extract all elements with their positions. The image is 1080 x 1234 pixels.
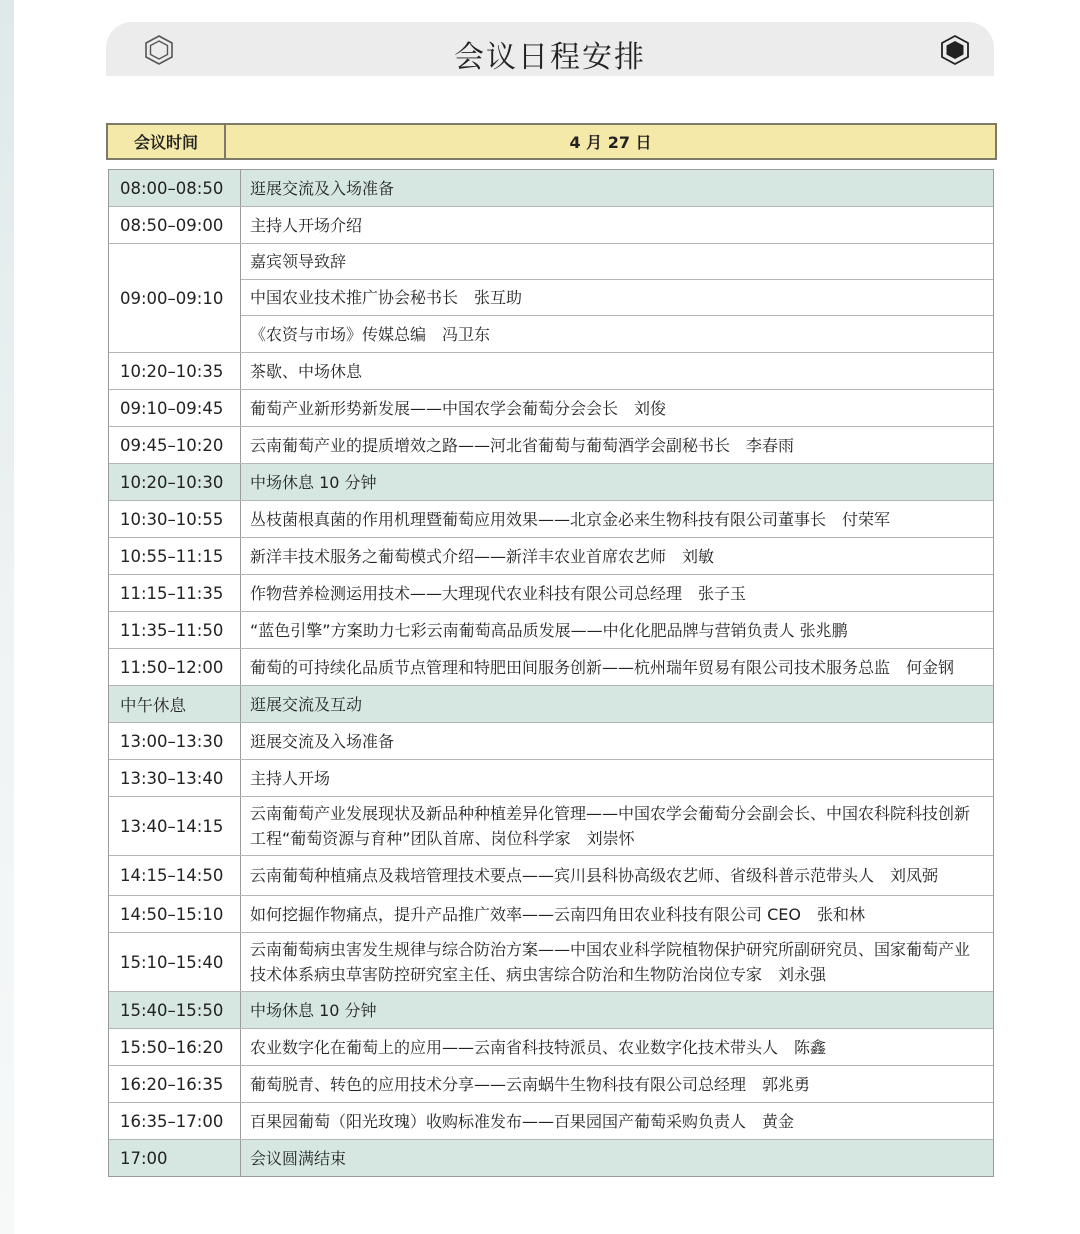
page-title: 会议日程安排 [454, 40, 646, 75]
schedule-time: 15:40–15:50 [109, 992, 241, 1028]
schedule-items [241, 244, 993, 352]
schedule-row [109, 207, 993, 244]
background-strip [0, 0, 14, 1234]
schedule-items [241, 856, 993, 895]
schedule-item: 主持人开场介绍 [250, 215, 363, 235]
schedule-row [109, 575, 993, 612]
schedule-items [241, 933, 993, 991]
schedule-time: 13:40–14:15 [109, 797, 241, 855]
schedule-time: 10:30–10:55 [109, 501, 241, 537]
schedule-time: 08:00–08:50 [109, 170, 241, 206]
schedule-row [109, 1066, 993, 1103]
schedule-items [241, 575, 993, 611]
schedule-time: 14:50–15:10 [109, 896, 241, 932]
schedule-item: 如何挖掘作物痛点，提升产品推广效率——云南四角田农业科技有限公司 CEO 张和林 [250, 904, 865, 924]
schedule-item: 逛展交流及互动 [250, 694, 363, 714]
schedule-item: 逛展交流及入场准备 [250, 731, 395, 751]
schedule-row [109, 723, 993, 760]
schedule-items [241, 207, 993, 243]
schedule-table [108, 169, 994, 1177]
schedule-row [109, 896, 993, 933]
header-time-label: 会议时间 [108, 125, 226, 158]
schedule-item: 百果园葡萄（阳光玫瑰）收购标准发布——百果园国产葡萄采购负责人 黄金 [250, 1111, 795, 1131]
schedule-item: 中场休息 10 分钟 [250, 472, 377, 492]
schedule-row [109, 797, 993, 856]
hexagon-filled-icon [940, 34, 970, 66]
schedule-items [241, 353, 993, 389]
schedule-item: 云南葡萄病虫害发生规律与综合防治方案——中国农业科学院植物保护研究所副研究员、国家葡萄产业技术体系病虫草害防控研究室主任、病虫害综合防治和生物防治岗位专家 刘永强 [250, 940, 971, 984]
schedule-time: 15:50–16:20 [109, 1029, 241, 1065]
schedule-item: 《农资与市场》传媒总编 冯卫东 [250, 324, 491, 344]
schedule-time: 08:50–09:00 [109, 207, 241, 243]
schedule-row [109, 427, 993, 464]
schedule-item: 作物营养检测运用技术——大理现代农业科技有限公司总经理 张子玉 [250, 583, 747, 603]
schedule-time: 15:10–15:40 [109, 933, 241, 991]
schedule-row [109, 1140, 993, 1176]
schedule-time: 13:30–13:40 [109, 760, 241, 796]
schedule-row [109, 353, 993, 390]
schedule-time: 13:00–13:30 [109, 723, 241, 759]
table-header [106, 123, 997, 160]
schedule-row [109, 1029, 993, 1066]
schedule-row [109, 856, 993, 896]
schedule-item: 葡萄的可持续化品质节点管理和特肥田间服务创新——杭州瑞年贸易有限公司技术服务总监 何金钢 [250, 657, 955, 677]
schedule-row [109, 464, 993, 501]
schedule-row [109, 686, 993, 723]
schedule-row [109, 501, 993, 538]
schedule-time: 11:15–11:35 [109, 575, 241, 611]
schedule-time: 09:00–09:10 [109, 244, 241, 352]
schedule-time: 11:50–12:00 [109, 649, 241, 685]
schedule-time: 10:20–10:35 [109, 353, 241, 389]
schedule-row [109, 244, 993, 353]
schedule-item: 会议圆满结束 [250, 1148, 347, 1168]
schedule-items [241, 538, 993, 574]
schedule-items [241, 686, 993, 722]
schedule-item: 茶歇、中场休息 [250, 361, 363, 381]
schedule-items [241, 760, 993, 796]
schedule-time: 10:55–11:15 [109, 538, 241, 574]
schedule-time: 10:20–10:30 [109, 464, 241, 500]
title-bar [106, 22, 994, 76]
schedule-items [241, 1029, 993, 1065]
schedule-row [109, 538, 993, 575]
schedule-row [109, 933, 993, 992]
schedule-items [241, 1140, 993, 1176]
schedule-items [241, 723, 993, 759]
schedule-items [241, 649, 993, 685]
schedule-items [241, 1103, 993, 1139]
schedule-time: 17:00 [109, 1140, 241, 1176]
schedule-time: 11:35–11:50 [109, 612, 241, 648]
schedule-time: 16:35–17:00 [109, 1103, 241, 1139]
schedule-items [241, 992, 993, 1028]
schedule-row [109, 649, 993, 686]
schedule-item: 葡萄产业新形势新发展——中国农学会葡萄分会会长 刘俊 [250, 398, 667, 418]
schedule-time: 09:45–10:20 [109, 427, 241, 463]
schedule-item: 嘉宾领导致辞 [241, 244, 993, 280]
schedule-items [241, 170, 993, 206]
schedule-items [241, 427, 993, 463]
schedule-time: 14:15–14:50 [109, 856, 241, 895]
schedule-item: 云南葡萄产业的提质增效之路——河北省葡萄与葡萄酒学会副秘书长 李春雨 [250, 435, 795, 455]
schedule-item: 丛枝菌根真菌的作用机理暨葡萄应用效果——北京金必来生物科技有限公司董事长 付荣军 [250, 509, 891, 529]
schedule-item: 中场休息 10 分钟 [250, 1000, 377, 1020]
header-date-label: 4 月 27 日 [569, 133, 652, 152]
schedule-row [109, 760, 993, 797]
schedule-row [109, 992, 993, 1029]
schedule-item: 中国农业技术推广协会秘书长 张互助 [241, 280, 993, 316]
schedule-item: 主持人开场 [250, 768, 331, 788]
schedule-time: 中午休息 [109, 686, 241, 722]
schedule-items [241, 390, 993, 426]
schedule-item: 葡萄脱青、转色的应用技术分享——云南蜗牛生物科技有限公司总经理 郭兆勇 [250, 1074, 811, 1094]
schedule-time: 16:20–16:35 [109, 1066, 241, 1102]
schedule-row [109, 390, 993, 427]
schedule-row [109, 170, 993, 207]
schedule-item: 云南葡萄种植痛点及栽培管理技术要点——宾川县科协高级农艺师、省级科普示范带头人 刘凤弼 [250, 866, 939, 885]
schedule-items [241, 464, 993, 500]
schedule-time: 09:10–09:45 [109, 390, 241, 426]
schedule-item: “蓝色引擎”方案助力七彩云南葡萄高品质发展——中化化肥品牌与营销负责人 张兆鹏 [250, 620, 848, 640]
schedule-item: 云南葡萄产业发展现状及新品种种植差异化管理——中国农学会葡萄分会副会长、中国农科院科技创新工程“葡萄资源与育种”团队首席、岗位科学家 刘崇怀 [250, 804, 971, 848]
schedule-items [241, 896, 993, 932]
schedule-items [241, 501, 993, 537]
schedule-item: 逛展交流及入场准备 [250, 178, 395, 198]
schedule-item: 农业数字化在葡萄上的应用——云南省科技特派员、农业数字化技术带头人 陈鑫 [250, 1037, 827, 1057]
schedule-items [241, 797, 993, 855]
schedule-row [109, 1103, 993, 1140]
schedule-row [109, 612, 993, 649]
schedule-items [241, 612, 993, 648]
schedule-items [241, 1066, 993, 1102]
schedule-item: 新洋丰技术服务之葡萄模式介绍——新洋丰农业首席农艺师 刘敏 [250, 546, 715, 566]
